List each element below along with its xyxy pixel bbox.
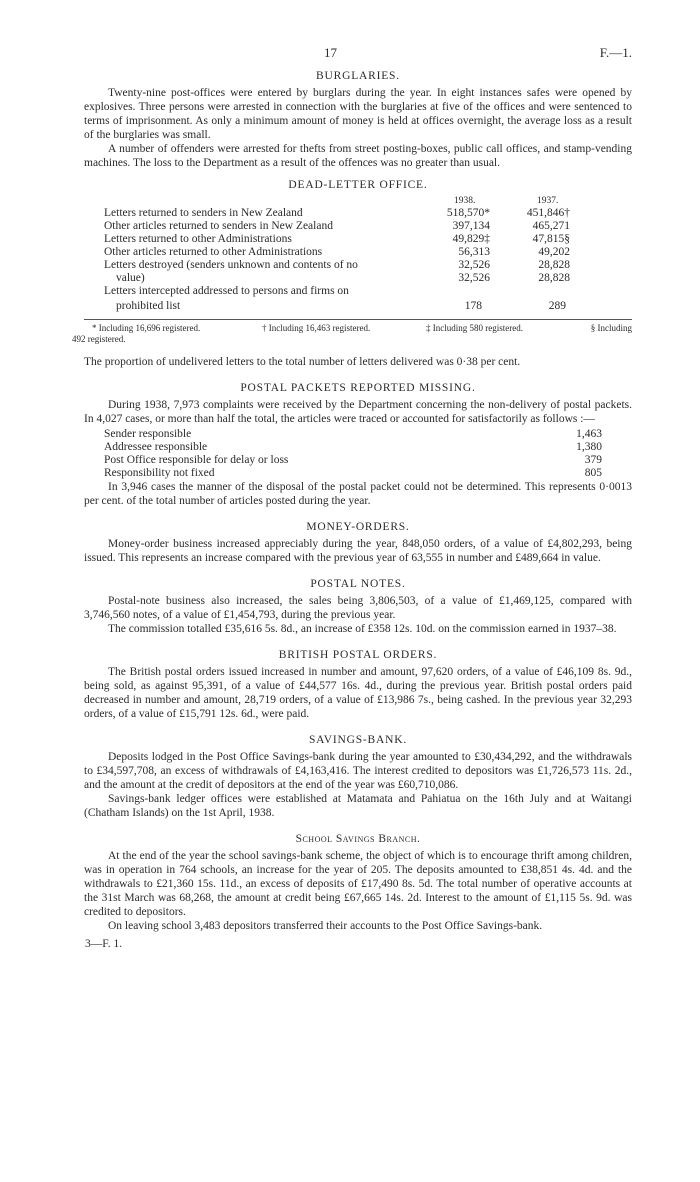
burglaries-paragraph-2: A number of offenders were arrested for thefts from street posting-boxes, public call offices, and stamp-vending machines. The loss to the Department as a result of the offences was no greater than usual. [84, 143, 632, 169]
value-1938: 178 [464, 300, 482, 312]
value-1938: 397,134 [452, 220, 490, 232]
footnote-4-continued: 492 registered. [72, 334, 126, 344]
list-item [104, 441, 632, 454]
dead-letter-table-header [84, 194, 632, 207]
british-postal-orders-heading: BRITISH POSTAL ORDERS. [278, 649, 438, 661]
money-orders-heading: MONEY-ORDERS. [306, 521, 410, 533]
savings-bank-heading: SAVINGS-BANK. [308, 734, 408, 746]
item-label: Responsibility not fixed [104, 467, 215, 479]
footnote-1: * Including 16,696 registered. [92, 323, 201, 333]
money-orders-section [84, 520, 632, 565]
value-1938: 49,829‡ [452, 233, 490, 245]
value-1937: 289 [548, 300, 566, 312]
table-row [84, 272, 632, 285]
row-label: value) [116, 272, 145, 284]
school-savings-paragraph-1: At the end of the year the school savings-bank scheme, the object of which is to encourage thrift among children, was in operation in 764 schools, an increase for the year of 205. The deposits amounted to £38,851 4s. 4d. and the withdrawals to £21,360 15s. 11d., an excess of deposits of £17,490 8s. 5d. The total number of operative accounts at the 31st March was 68,268, the amount at credit being £67,665 14s. 2d. Interest to the amount of £1,115 5s. 9d. was credited to depositors. [84, 850, 632, 918]
value-1937: 451,846† [526, 207, 570, 219]
row-label: Letters returned to other Administrations [104, 233, 292, 245]
table-row [84, 300, 632, 313]
item-label: Post Office responsible for delay or loss [104, 454, 289, 466]
row-label: Other articles returned to senders in New Zealand [104, 220, 333, 232]
dead-letter-section [72, 178, 632, 369]
table-row [84, 285, 632, 298]
item-label: Sender responsible [104, 428, 192, 440]
item-label: Addressee responsible [104, 441, 208, 453]
footnotes [72, 319, 632, 347]
burglaries-paragraph-1: Twenty-nine post-offices were entered by burglars during the year. In eight instances safes were opened by explosives. Three persons were arrested in connection with the burglaries at five of the offices and were sentenced to terms of imprisonment. As only a minimum amount of money is held at offices overnight, the average loss as a result of the burglaries was small. [84, 87, 632, 141]
dead-letter-table [84, 194, 632, 313]
list-item [104, 467, 632, 480]
page-header [84, 46, 632, 64]
british-postal-orders-paragraph: The British postal orders issued increased in number and amount, 97,620 orders, of a value of £46,109 8s. 9d., being sold, as against 95,391, of a value of £44,577 16s. 4d., during the previous year. British postal orders paid decreased in number and amount, 28,719 orders, of a value of £13,986 7s., being cashed. In the previous year 32,293 orders, of a value of £15,791 12s. 6d., were paid. [84, 666, 632, 720]
savings-bank-paragraph-1: Deposits lodged in the Post Office Savings-bank during the year amounted to £30,434,292, and the withdrawals to £34,597,708, an excess of withdrawals of £4,163,416. The interest credited to depositors was £1,726,573 11s. 2d., and the amount at the credit of depositors at the end of the year was £60,710,086. [84, 751, 632, 791]
list-item [104, 428, 632, 441]
burglaries-heading: BURGLARIES. [316, 70, 400, 82]
table-row [84, 207, 632, 220]
burglaries-section [84, 69, 632, 170]
postal-notes-section [84, 577, 632, 636]
postal-notes-paragraph-1: Postal-note business also increased, the sales being 3,806,503, of a value of £1,469,125, compared with 3,746,560 notes, of a value of £1,454,793, during the previous year. [84, 595, 632, 621]
printer-signature: 3—F. 1. [85, 938, 123, 950]
row-label: prohibited list [116, 300, 181, 312]
value-1937: 49,202 [538, 246, 570, 258]
row-label: Other articles returned to other Administrations [104, 246, 323, 258]
value-1938: 32,526 [458, 272, 490, 284]
page-number: 17 [324, 45, 337, 60]
row-label: Letters returned to senders in New Zealand [104, 207, 303, 219]
money-orders-paragraph: Money-order business increased appreciably during the year, 848,050 orders, of a value of £4,802,293, being issued. This represents an increase compared with the previous year of 63,555 in number and £489,664 in value. [84, 538, 632, 564]
value-1938: 518,570* [446, 207, 490, 219]
value-1938: 32,526 [458, 259, 490, 271]
column-1938: 1938. [454, 196, 476, 206]
item-value: 1,380 [576, 441, 602, 453]
missing-packets-outro: In 3,946 cases the manner of the disposal of the postal packet could not be determined. This represents 0·0013 per cent. of the total number of articles posted during the year. [84, 481, 632, 507]
school-savings-section [84, 832, 632, 933]
value-1937: 47,815§ [532, 233, 570, 245]
table-row [84, 233, 632, 246]
document-page [72, 45, 632, 951]
school-savings-paragraph-2: On leaving school 3,483 depositors transferred their accounts to the Post Office Savings-bank. [108, 920, 543, 932]
postal-notes-heading: POSTAL NOTES. [310, 578, 406, 590]
value-1937: 28,828 [538, 272, 570, 284]
document-reference: F.—1. [599, 45, 632, 60]
list-item [104, 454, 632, 467]
row-label: Letters intercepted addressed to persons and firms on [104, 285, 349, 297]
responsibility-list [104, 428, 632, 480]
british-postal-orders-section [84, 648, 632, 721]
table-row [84, 259, 632, 272]
footnote-2: † Including 16,463 registered. [262, 323, 371, 333]
postal-notes-paragraph-2: The commission totalled £35,616 5s. 8d., an increase of £358 12s. 10d. on the commission earned in 1937–38. [108, 623, 617, 635]
school-savings-heading: School Savings Branch. [295, 833, 421, 845]
missing-packets-section [84, 381, 632, 508]
value-1937: 465,271 [532, 220, 570, 232]
footnote-3: ‡ Including 580 registered. [426, 323, 523, 333]
missing-packets-intro: During 1938, 7,973 complaints were received by the Department concerning the non-delivery of postal packets. In 4,027 cases, or more than half the total, the articles were traced or accounted for satisfactorily as follows :— [84, 399, 632, 425]
footnote-4: § Including [590, 323, 632, 333]
savings-bank-section [84, 733, 632, 820]
table-row [84, 246, 632, 259]
column-1937: 1937. [537, 196, 559, 206]
row-label: Letters destroyed (senders unknown and contents of no [104, 259, 358, 271]
undelivered-proportion: The proportion of undelivered letters to the total number of letters delivered was 0·38 per cent. [84, 356, 521, 368]
item-value: 805 [584, 467, 602, 479]
item-value: 1,463 [576, 428, 602, 440]
item-value: 379 [584, 454, 602, 466]
savings-bank-paragraph-2: Savings-bank ledger offices were established at Matamata and Pahiatua on the 16th July and at Waitangi (Chatham Islands) on the 1st April, 1938. [84, 793, 632, 819]
missing-packets-heading: POSTAL PACKETS REPORTED MISSING. [240, 382, 476, 394]
table-row [84, 220, 632, 233]
value-1938: 56,313 [458, 246, 490, 258]
value-1937: 28,828 [538, 259, 570, 271]
dead-letter-heading: DEAD-LETTER OFFICE. [288, 179, 428, 191]
